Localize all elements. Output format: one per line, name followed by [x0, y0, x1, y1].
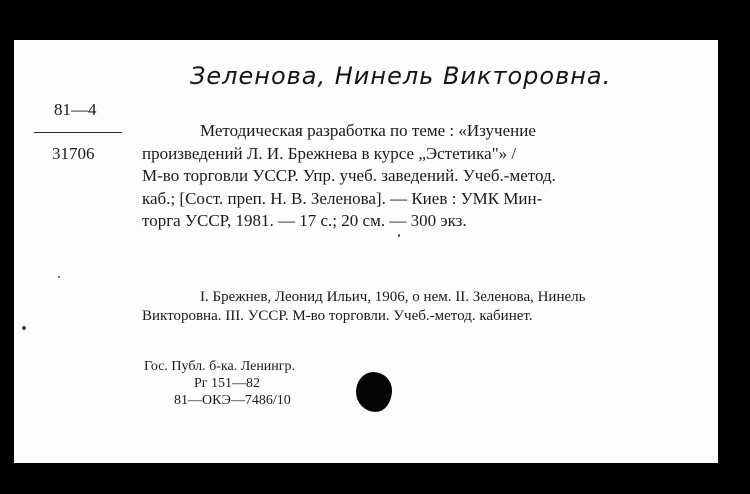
library-code: Рг 151—82 — [194, 376, 261, 391]
description-line: Методическая разработка по теме : «Изучение — [200, 121, 536, 140]
description-line: каб.; [Сост. преп. Н. В. Зеленова]. — Киев : УМК Мин- — [142, 188, 543, 208]
tracing-line: Викторовна. III. УССР. М-во торговли. Учеб.-метод. кабинет. — [142, 308, 533, 324]
description-line: М-во торговли УССР. Упр. учеб. заведений. Учеб.-метод. — [142, 166, 556, 185]
ink-speck — [398, 234, 400, 237]
call-number-divider — [34, 132, 122, 133]
handwritten-author-name: Зеленова, Нинель Викторовна. — [190, 62, 612, 90]
subject-tracings — [142, 288, 700, 326]
description-line: торга УССР, 1981. — 17 с.; 20 см. — 300 экз. — [142, 211, 467, 230]
call-number-bottom: 31706 — [52, 144, 95, 163]
ink-speck — [22, 326, 26, 330]
ink-blot — [356, 372, 392, 412]
ink-speck — [58, 276, 60, 278]
tracing-line: I. Брежнев, Леонид Ильич, 1906, о нем. II. Зеленова, Нинель — [200, 289, 586, 305]
library-name: Гос. Публ. б-ка. Ленингр. — [144, 359, 296, 374]
bibliographic-description — [142, 120, 700, 233]
description-line: произведений Л. И. Брежнева в курсе „Эстетика"» / — [142, 143, 517, 163]
library-imprint — [144, 358, 295, 409]
call-number-top: 81—4 — [54, 100, 97, 119]
library-order-number: 81—ОКЭ—7486/10 — [174, 393, 291, 408]
catalog-card — [14, 40, 718, 463]
